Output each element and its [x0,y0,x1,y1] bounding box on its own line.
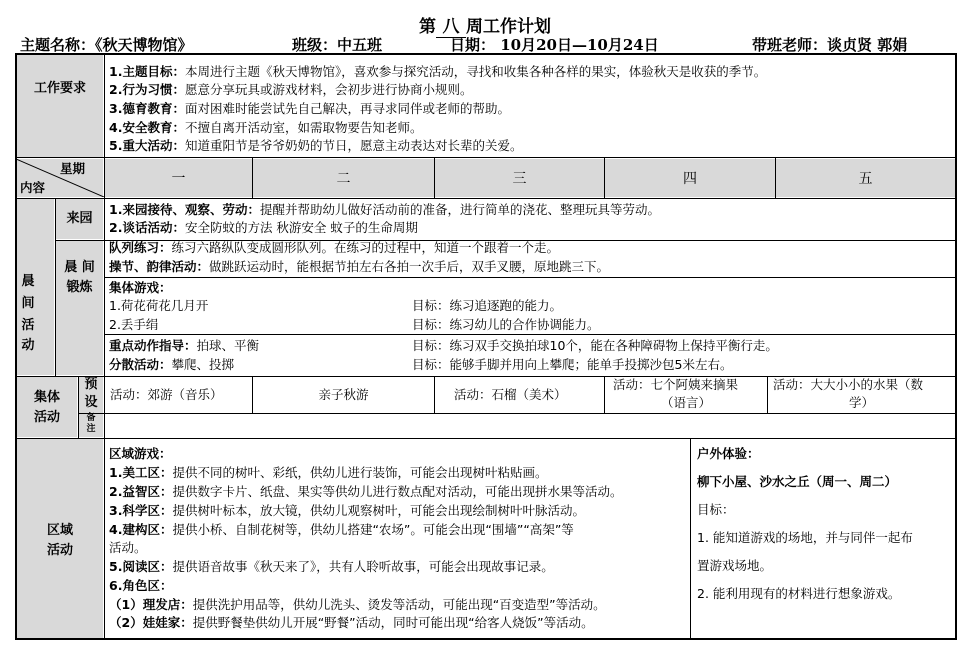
note-label-1: 注 [86,424,96,434]
area-item: 1.美工区：提供不同的树叶、彩纸，供幼儿进行装饰，可能会出现树叶粘贴画。 [109,465,548,480]
note-label-0: 备 [86,413,96,423]
area-item: （2）娃娃家：提供野餐垫供幼儿开展“野餐”活动，同时可能出现“给客人烧饭”等活动。 [109,615,594,630]
area-item: （1）理发店：提供洗护用品等，供幼儿洗头、烫发等活动，可能出现“百变造型”等活动。 [109,597,606,612]
area-item: 活动。 [109,540,147,555]
area-item: 6.角色区： [109,578,173,593]
activity-monday: 活动：郊游（音乐） [110,387,223,402]
week-number: 八 [436,12,466,38]
morning-label-0: 晨 [21,274,35,289]
activity-tuesday: 亲子秋游 [318,387,369,402]
outdoor-goal-label: 目标： [697,502,735,517]
guidance-line: 重点动作指导：拍球、平衡 [109,338,260,353]
weekday-tuesday: 二 [336,171,351,187]
group-label-bg [17,377,77,437]
game-goal: 目标：练习追逐跑的能力。 [412,298,563,313]
area-item: 2.益智区：提供数字卡片、纸盘、果实等供幼儿进行数点配对活动，可能出现拼水果等活动。 [109,484,623,499]
area-games-title: 区域游戏： [109,446,172,461]
requirement-line: 2.行为习惯：愿意分享玩具或游戏材料，会初步进行协商小规则。 [109,82,473,97]
theme-name: 主题名称：《秋天博物馆》 [20,36,193,54]
requirement-line: 4.安全教育：不擅自离开活动室，如需取物要告知老师。 [109,120,423,135]
outdoor-place: 柳下小屋、沙水之丘（周一、周二） [697,474,898,489]
morning-label-2: 活 [21,318,35,333]
requirement-line: 5.重大活动：知道重阳节是爷爷奶奶的节日，愿意主动表达对长辈的关爱。 [109,138,523,153]
game-name: 1.荷花荷花几月开 [109,298,209,313]
morning-label-3: 动 [21,338,35,353]
requirements-label-bg [17,55,103,157]
area-label-0: 区域 [46,523,73,538]
weekday-corner-top: 星期 [60,161,86,176]
exercise-label-0: 晨 间 [64,260,95,275]
outdoor-goal: 2. 能利用现有的材料进行想象游戏。 [697,586,901,601]
guidance-goal: 目标：能够手脚并用向上攀爬；能单手投掷沙包5米左右。 [412,357,733,372]
plan-label-1: 设 [84,395,98,410]
activity-thursday: 活动：七个阿姨来摘果 [613,377,739,392]
weekday-wednesday: 三 [512,171,527,187]
area-label-1: 活动 [46,543,73,558]
rhythm-activity: 操节、韵律活动：做跳跃运动时，能根据节拍左右各拍一次手后，双手叉腰，原地跳三下。 [109,259,610,274]
game-name: 2.丢手绢 [109,317,159,332]
requirement-line: 1.主题目标：本周进行主题《秋天博物馆》，喜欢参与探究活动，寻找和收集各种各样的果实，体验秋天是收获的季节。 [109,64,767,79]
page-title: 第 八 周工作计划 [0,12,970,38]
activity-friday: 活动：大大小小的水果（数 [773,377,924,392]
weekday-corner-bottom: 内容 [20,180,46,195]
exercise-label-1: 锻炼 [66,280,93,295]
area-item: 5.阅读区：提供语音故事《秋天来了》，共有人聆听故事，可能会出现故事记录。 [109,559,554,574]
group-label-1: 活动 [33,410,60,425]
outdoor-title: 户外体验： [697,446,760,461]
queue-practice: 队列练习：练习六路纵队变成圆形队列。在练习的过程中，知道一个跟着一个走。 [109,240,560,255]
weekday-friday: 五 [858,171,873,187]
area-item: 3.科学区：提供树叶标本，放大镜，供幼儿观察树叶，可能会出现绘制树叶叶脉活动。 [109,503,585,518]
activity-friday-sub: 学） [848,395,874,410]
outdoor-goal: 置游戏场地。 [697,558,773,573]
outdoor-goal: 1. 能知道游戏的场地，并与同伴一起布 [697,530,913,545]
group-games-title: 集体游戏： [109,280,172,295]
activity-thursday-sub: （语言） [660,395,711,410]
guidance-goal: 目标：练习双手交换拍球10个，能在各种障碍物上保持平衡行走。 [412,338,778,353]
requirements-label: 工作要求 [33,81,86,96]
requirement-line: 3.德育教育：面对困难时能尝试先自己解决，再寻求同伴或老师的帮助。 [109,101,510,116]
arrival-line: 1.来园接待、观察、劳动：提醒并帮助幼儿做好活动前的准备，进行简单的浇花、整理玩具等劳动。 [109,202,660,217]
morning-label-1: 间 [21,296,35,311]
area-item: 4.建构区：提供小桥、自制花树等，供幼儿搭建“农场”。可能会出现“围墙”“高架”等 [109,522,574,537]
arrival-label: 来园 [66,211,93,226]
teacher-names: 带班老师：谈贞贤 郭娟 [752,36,908,54]
group-label-0: 集体 [33,390,60,405]
weekday-monday: 一 [171,171,186,187]
date-range: 日期： 10月20日—10月24日 [450,36,659,54]
activity-wednesday: 活动：石榴（美术） [454,387,567,402]
plan-label-0: 预 [84,377,98,392]
class-name: 班级：中五班 [292,36,383,54]
game-goal: 目标：练习幼儿的合作协调能力。 [412,317,600,332]
guidance-line: 分散活动：攀爬、投掷 [109,357,235,372]
weekday-thursday: 四 [683,171,697,187]
arrival-line: 2.谈话活动：安全防蚊的方法 秋游安全 蚊子的生命周期 [109,220,418,235]
